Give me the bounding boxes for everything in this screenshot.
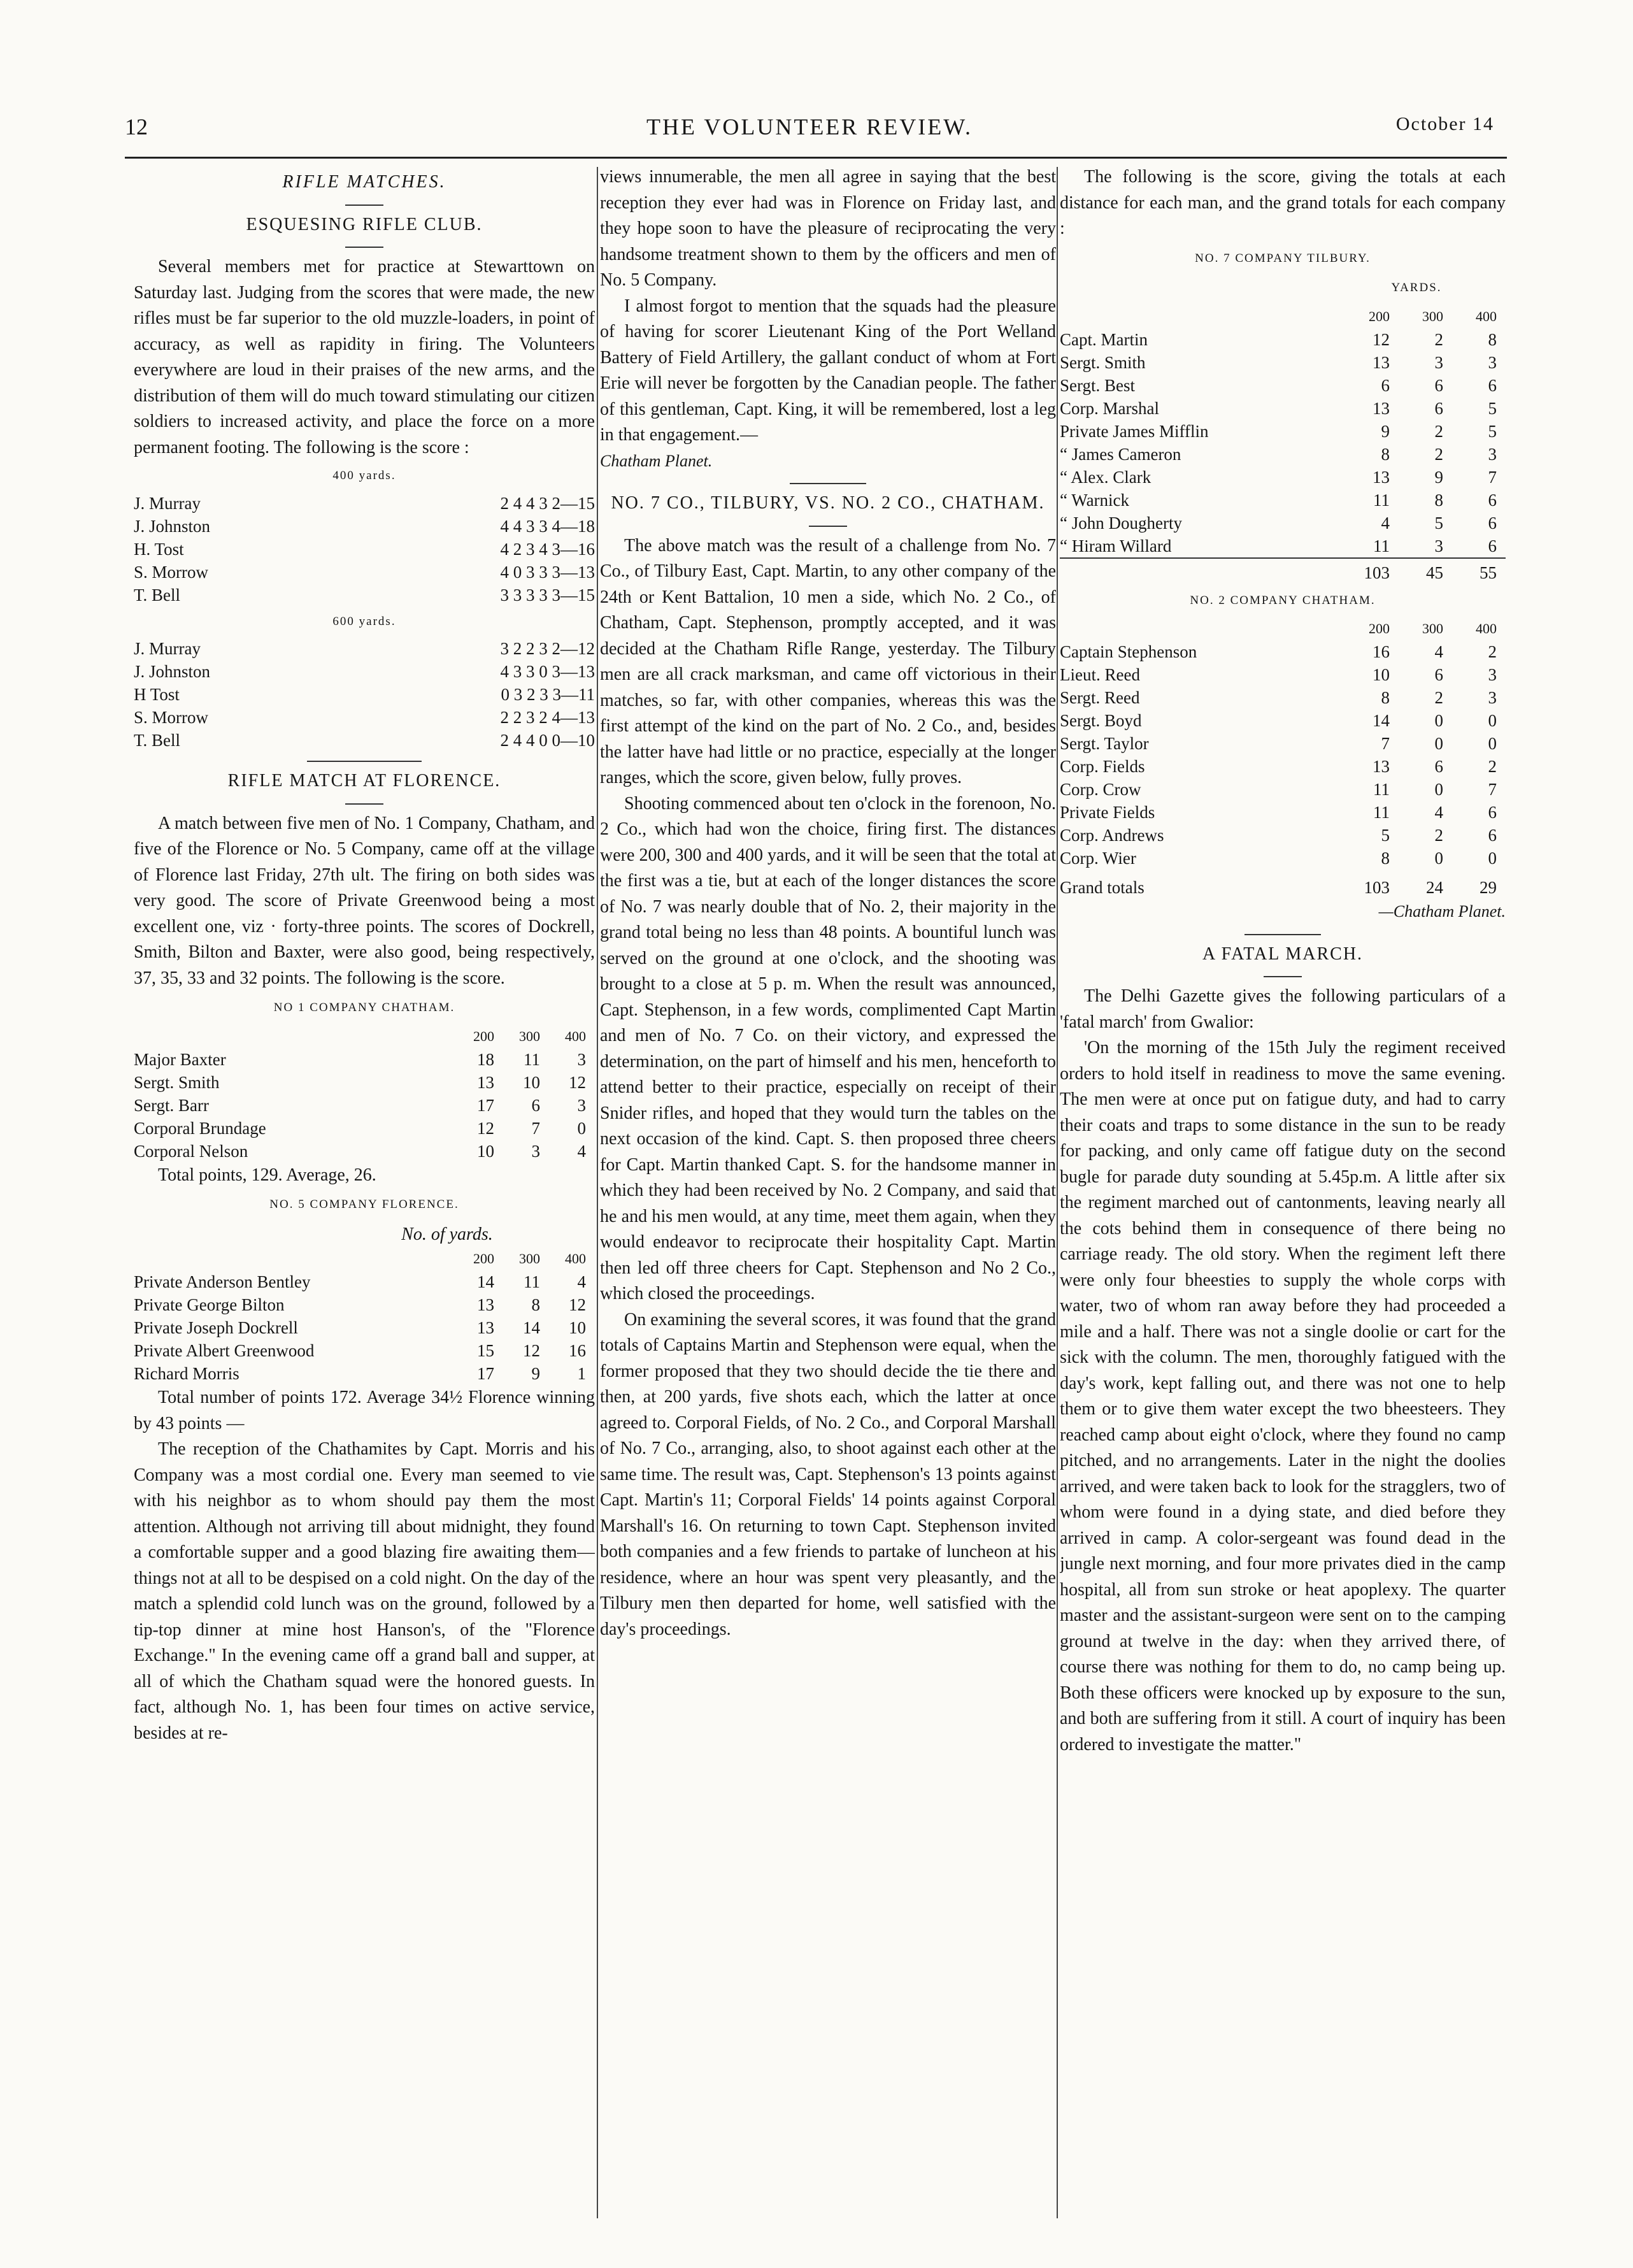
score-cell: 6 [1434,665,1443,684]
score-cell: 14 [523,1318,540,1337]
score-cell: 4 [577,1141,586,1161]
score-cell: 6 [1488,375,1497,395]
table-row [134,1316,595,1339]
shooter-name: Corp. Andrews [1060,826,1164,845]
shooter-name: Private Anderson Bentley [134,1272,311,1291]
score-cell: 2 [1488,757,1497,776]
separator [345,247,383,248]
shooter-name: Sergt. Smith [1060,352,1146,372]
score-cell: 9 [1434,467,1443,487]
tilbury-text-1: The above match was the result of a challenge from No. 7 Co., of Tilbury East, Capt. Martin, to any other company of the 24th or Kent Battalion, 10 men a side, which No. 2 Co., of Chatham, Capt. Stephenson, promptly accepted, and it was decided at the Chatham Rifle Range, yesterday. The Tilbury men are all crack marksman, and came off victorious in their matches, so far, with other companies, whereas this was the first attempt of the kind on the part of No. 2 Co., and, besides the latter have had little or no practice, especially at the longer ranges, which the score, given below, fully proves. [600,535,1056,787]
table-row [1060,640,1506,663]
column-divider-2 [1057,167,1058,2218]
table-row [134,1140,595,1163]
table-row [1060,466,1506,489]
score-cell: 5 [1381,826,1390,845]
florence-text-2: The reception of the Chathamites by Capt. Morris and his Company was a most cordial one. Every man seemed to vie with his neighbor as to whom should pay them the most attention. Although not arriving till about midnight, they found a comfortable supper and a good blazing fire awaiting them—things not at all to be despised on a cold night. On the day of the match a splendid cold lunch was on the ground, followed by a tip-top dinner at mine host Hanson's, of the "Florence Exchange." In the evening came off a grand ball and supper, at all of which the Chatham squad were the honored guests. In fact, although No. 1, has been four times on active service, besides at re- [134,1439,595,1743]
score-cell: 3 [1488,444,1497,464]
tilbury-text-2: Shooting commenced about ten o'clock in the forenoon, No. 2 Co., which had won the choice, firing first. The distances were 200, 300 and 400 yards, and it will be seen that the total at the first was a tie, but at each of the longer distances the score of No. 7 was nearly double that of No. 2, their majority in the grand total being no less than 48 points. A bountiful lunch was served on the ground at one o'clock, and the shooting was brought to a close at 5 p. m. When the result was announced, Capt. Stephenson, in a few words, complimented Capt Martin and men of No. 7 Co. on their victory, and expressed the determination, on the part of himself and his men, henceforth to attend better to their practice, especially on receipt of their Snider rifles, and hoped that they would turn the tables on the next occasion of the kind. Capt. S. then proposed three cheers for Capt. Martin thanked Capt. S. for the handsome manner in which they had been received by No. 2 Company, and said that he and his men would, at any time, meet them again, when they would endeavor to reciprocate their hospitality Capt. Martin then led off three cheers for Capt. Stephenson and No 2 Co., which closed the proceedings. [600,793,1056,1303]
score-cell: 10 [1373,665,1390,684]
separator [345,205,383,206]
score-cell: 1 [577,1364,586,1383]
table-row [134,1293,595,1316]
table-row [134,1339,595,1362]
score-cell: 17 [477,1095,494,1115]
fatal-march-intro: The Delhi Gazette gives the following particulars of a 'fatal march' from Gwalior: [1060,986,1506,1032]
shooter-name: Corp. Fields [1060,757,1145,776]
scores-600-table [134,637,595,752]
score-cell: 6 [1488,513,1497,533]
table-row [1060,328,1506,351]
score-cell: 0 [1434,734,1443,753]
table-header-row: 200 300 400 [1369,621,1497,636]
score-cell: 3 [1488,688,1497,707]
co5-unit: No. of yards. [401,1224,493,1244]
score-cell: 2 [1434,444,1443,464]
score-cell: 6 [1434,398,1443,418]
table-row [1060,663,1506,686]
table-row [1060,374,1506,397]
shooter-name: J. Murray [134,639,201,658]
table-row [134,538,595,561]
shooter-name: Private George Bilton [134,1295,285,1314]
shooter-score: 3 2 2 3 2—12 [500,639,595,658]
shooter-name: Sergt. Smith [134,1072,220,1092]
shooter-name: Richard Morris [134,1364,239,1383]
score-cell: 4 [1434,803,1443,822]
score-cell: 6 [1381,375,1390,395]
table-row [1060,732,1506,755]
shooter-name: Corporal Brundage [134,1118,266,1138]
shooter-name: Lieut. Reed [1060,665,1140,684]
score-cell: 6 [1434,375,1443,395]
florence-text: A match between five men of No. 1 Company, Chatham, and five of the Florence or No. 5 Company, came off at the village of Florence last Friday, 27th ult. The firing on both sides was very good. The score of Private Greenwood being a most excellent one, viz · forty-three points. The scores of Dockrell, Smith, Bilton and Baxter, were also good, being respectively, 37, 35, 33 and 32 points. The following is the score. [134,813,595,988]
shooter-score: 4 4 3 3 4—18 [500,516,595,536]
yards-600-label: 600 yards. [332,614,396,628]
header-rule [125,157,1507,159]
score-cell: 13 [477,1072,494,1092]
score-cell: 11 [1373,803,1390,822]
grand-totals-row: Grand totals 103 24 29 [1060,878,1497,897]
column-2 [600,164,1056,2216]
column-3 [1060,164,1506,2216]
table-row [134,1270,595,1293]
table-row [1060,443,1506,466]
score-cell: 2 [1488,642,1497,661]
score-cell: 12 [569,1072,586,1092]
score-cell: 3 [577,1049,586,1069]
table-row [1060,824,1506,847]
fatal-march-text: 'On the morning of the 15th July the regiment received orders to hold itself in readiness to move the same evening. The men were at once put on fatigue duty, and had to carry their coats and traps to some distance in the sun to be ready for packing, and only came off fatigue duty on the second bugle for parade duty sounding at 5.45p.m. A little after six the regiment marched out of cantonments, leaving nearly all the cots behind them in consequence of there being no carriage ready. The old story. When the regiment left there were only four bheesties to supply the whole corps with water, two of whom ran away before they had proceeded a mile and a half. There was not a single doolie or cart for the sick with the column. The men, thoroughly fatigued with the day's work, kept falling out, and there was not one to help them or to give them water except the two bheesteers. They reached camp about eight o'clock, where they found no camp pitched, and no arrangements. Later in the night the doolies arrived, and were taken back to look for the stragglers, two of whom were found in a dying state, and died before they arrived in camp. A color-sergeant was found dead in the jungle next morning, and four more privates died in the camp hospital, all from sun stroke or heat apoplexy. The quarter master and the assistant-surgeon were sent on to the camping ground at twelve in the day: when they arrived there, of course there was nothing for them to do, no camp being up. Both these officers were knocked up by exposure to the sun, and both are suffering from it still. A court of inquiry has been ordered to investigate the matter." [1060,1038,1506,1755]
source-signature: Chatham Planet. [600,451,713,470]
shooter-score: 2 2 3 2 4—13 [500,708,595,727]
section-title: RIFLE MATCHES. [282,172,446,192]
shooter-name: Capt. Martin [1060,329,1148,349]
shooter-name: “ Hiram Willard [1060,536,1172,556]
table-row [1060,755,1506,778]
article-title-tilbury: NO. 7 CO., TILBURY, VS. NO. 2 CO., CHATHAM. [611,493,1045,513]
score-cell: 4 [577,1272,586,1291]
table-row [134,706,595,729]
shooter-name: Corp. Crow [1060,780,1141,799]
shooter-name: Sergt. Best [1060,375,1136,395]
shooter-name: Sergt. Reed [1060,688,1140,707]
yards-400-label: 400 yards. [332,469,396,482]
score-cell: 9 [531,1364,540,1383]
score-cell: 6 [1434,757,1443,776]
table-row [134,637,595,660]
table-row [1060,397,1506,420]
table-row [1060,489,1506,512]
shooter-score: 0 3 2 3 3—11 [501,685,595,704]
table-row [1060,709,1506,732]
score-cell: 0 [577,1118,586,1138]
shooter-score: 3 3 3 3 3—15 [500,585,595,605]
yards-label: YARDS. [1391,281,1442,294]
shooter-name: “ Warnick [1060,490,1130,510]
score-cell: 12 [523,1341,540,1360]
article-title-florence: RIFLE MATCH AT FLORENCE. [227,771,501,791]
score-cell: 6 [1488,826,1497,845]
co2-table [1060,617,1506,899]
score-cell: 12 [569,1295,586,1314]
score-cell: 4 [1434,642,1443,661]
score-cell: 11 [1373,490,1390,510]
co5-title: NO. 5 COMPANY FLORENCE. [269,1198,459,1211]
score-cell: 15 [477,1341,494,1360]
score-cell: 8 [531,1295,540,1314]
shooter-name: J. Johnston [134,662,211,681]
co7-table [1060,305,1506,584]
co5-total: Total number of points 172. Average 34½ Florence winning by 43 points — [134,1388,595,1433]
score-cell: 10 [523,1072,540,1092]
separator [1244,934,1321,935]
shooter-name: H Tost [134,685,180,704]
score-cell: 14 [477,1272,494,1291]
score-cell: 3 [1488,665,1497,684]
score-cell: 5 [1488,421,1497,441]
shooter-name: Corporal Nelson [134,1141,248,1161]
score-cell: 8 [1488,329,1497,349]
table-row [1060,420,1506,443]
table-row [134,561,595,584]
article-title-fatal-march: A FATAL MARCH. [1202,944,1364,964]
table-row [134,729,595,752]
score-cell: 16 [569,1341,586,1360]
score-cell: 2 [1434,688,1443,707]
shooter-score: 4 2 3 4 3—16 [500,539,595,559]
shooter-name: S. Morrow [134,562,209,582]
shooter-name: “ James Cameron [1060,444,1181,464]
issue-date: October 14 [1395,113,1494,134]
score-cell: 8 [1381,849,1390,868]
table-header-row: 200 300 400 [473,1028,586,1044]
shooter-name: Corp. Marshal [1060,398,1159,418]
column-1 [134,164,595,2216]
separator [790,483,866,484]
score-cell: 0 [1488,711,1497,730]
table-row [1060,778,1506,801]
score-cell: 12 [477,1118,494,1138]
score-cell: 6 [531,1095,540,1115]
table-row [134,584,595,606]
page-header [125,113,1494,158]
score-cell: 5 [1434,513,1443,533]
scores-400-table [134,492,595,606]
table-row [134,492,595,515]
score-cell: 8 [1434,490,1443,510]
shooter-score: 4 0 3 3 3—13 [500,562,595,582]
tilbury-text-3: On examining the several scores, it was found that the grand totals of Captains Martin and Stephenson were equal, when the former proposed that they two should decide the tie there and then, at 200 yards, five shots each, which the latter at once agreed to. Corporal Fields, of No. 2 Co., and Corporal Marshall of No. 7 Co., arranging, also, to shoot against each other at the same time. The result was, Capt. Stephenson's 13 points against Capt. Martin's 11; Corporal Fields' 14 points against Corporal Marshall's 16. On returning to town Capt. Stephenson invited both companies and a few friends to partake of luncheon at his residence, where an hour was spent very pleasantly, and the Tilbury men then departed for home, well satisfied with the day's proceedings. [600,1309,1056,1639]
score-cell: 16 [1373,642,1390,661]
score-cell: 9 [1381,421,1390,441]
table-row [134,515,595,538]
shooter-name: T. Bell [134,731,180,750]
score-cell: 3 [1434,536,1443,556]
table-row [1060,847,1506,870]
shooter-name: J. Murray [134,493,201,513]
table-row [134,683,595,706]
florence-continued: views innumerable, the men all agree in saying that the best reception they ever had was in Florence on Friday last, and they hope soon to have the pleasure of reciprocating the very handsome treatment shown to them by the officers and men of No. 5 Company. [600,167,1056,290]
shooter-name: T. Bell [134,585,180,605]
shooter-name: S. Morrow [134,708,209,727]
score-cell: 12 [1373,329,1390,349]
table-row [1060,535,1506,558]
table-header-row: 200 300 400 [1369,308,1497,324]
article-title-esquesing: ESQUESING RIFLE CLUB. [246,214,483,234]
florence-postscript: I almost forgot to mention that the squads had the pleasure of having for scorer Lieutenant King of the Port Welland Battery of Field Artillery, the gallant conduct of whom at Fort Erie will never be forgotten by the Canadian people. The father of this gentleman, Capt. King, it will be remembered, lost a leg in that engagement.— [600,296,1056,445]
score-cell: 2 [1434,826,1443,845]
table-row [1060,801,1506,824]
shooter-name: “ John Dougherty [1060,513,1182,533]
score-cell: 13 [1373,398,1390,418]
score-cell: 3 [577,1095,586,1115]
co7-title: NO. 7 COMPANY TILBURY. [1195,251,1371,265]
score-cell: 18 [477,1049,494,1069]
shooter-name: Sergt. Boyd [1060,711,1142,730]
score-cell: 11 [1373,780,1390,799]
table-row [134,1094,595,1117]
score-cell: 8 [1381,688,1390,707]
score-cell: 6 [1488,803,1497,822]
table-row [1060,351,1506,374]
score-cell: 11 [524,1272,540,1291]
score-cell: 17 [477,1364,494,1383]
table-row [134,1117,595,1140]
shooter-name: Corp. Wier [1060,849,1136,868]
shooter-name: Captain Stephenson [1060,642,1197,661]
shooter-score: 2 4 4 0 0—10 [500,731,595,750]
table-row [1060,686,1506,709]
shooter-name: Sergt. Barr [134,1095,209,1115]
separator [809,526,847,527]
score-cell: 7 [1488,780,1497,799]
separator [307,761,422,762]
shooter-name: Major Baxter [134,1049,226,1069]
score-cell: 2 [1434,421,1443,441]
shooter-name: J. Johnston [134,516,211,536]
score-cell: 7 [531,1118,540,1138]
page-number: 12 [125,114,148,140]
score-cell: 3 [531,1141,540,1161]
co1-total: Total points, 129. Average, 26. [158,1165,376,1185]
shooter-name: H. Tost [134,539,184,559]
score-cell: 11 [1373,536,1390,556]
shooter-name: “ Alex. Clark [1060,467,1152,487]
score-cell: 7 [1381,734,1390,753]
score-cell: 13 [477,1318,494,1337]
co1-table [134,1025,595,1163]
shooter-score: 4 3 3 0 3—13 [500,662,595,681]
co2-title: NO. 2 COMPANY CHATHAM. [1190,593,1376,607]
table-header-row: 200 300 400 [473,1251,586,1267]
shooter-name: Private Fields [1060,803,1155,822]
score-cell: 0 [1434,849,1443,868]
table-row [134,1362,595,1385]
score-cell: 10 [569,1318,586,1337]
score-cell: 13 [1373,467,1390,487]
score-cell: 8 [1381,444,1390,464]
table-row [134,1071,595,1094]
co5-table [134,1247,595,1385]
score-cell: 0 [1434,780,1443,799]
score-cell: 6 [1488,490,1497,510]
score-cell: 3 [1488,352,1497,372]
table-row [134,1048,595,1071]
co1-title: NO 1 COMPANY CHATHAM. [273,1001,455,1014]
score-cell: 3 [1434,352,1443,372]
score-cell: 0 [1434,711,1443,730]
separator [345,803,383,805]
shooter-name: Private Joseph Dockrell [134,1318,298,1337]
score-cell: 7 [1488,467,1497,487]
shooter-name: Private James Mifflin [1060,421,1209,441]
source-signature: —Chatham Planet. [1378,902,1506,921]
score-intro: The following is the score, giving the totals at each distance for each man, and the grand totals for each company : [1060,167,1506,238]
score-cell: 10 [477,1141,494,1161]
shooter-score: 2 4 4 3 2—15 [500,493,595,513]
score-cell: 5 [1488,398,1497,418]
score-cell: 0 [1488,734,1497,753]
esquesing-text: Several members met for practice at Stewarttown on Saturday last. Judging from the scores that were made, the new rifles must be far superior to the old muzzle-loaders, in point of accuracy, as well as rapidity in firing. The Volunteers everywhere are loud in their praises of the new arms, and the distribution of them will do much toward stimulating our citizen soldiers to increased activity, and place the force on a more permanent footing. The following is the score : [134,257,595,457]
score-cell: 13 [1373,757,1390,776]
masthead-title: THE VOLUNTEER REVIEW. [646,114,973,140]
column-divider-1 [597,167,598,2218]
shooter-name: Sergt. Taylor [1060,734,1149,753]
score-cell: 2 [1434,329,1443,349]
score-cell: 6 [1488,536,1497,556]
co7-totals-row: 103 45 55 [1060,558,1506,584]
score-cell: 0 [1488,849,1497,868]
separator [1264,976,1302,977]
table-row [134,660,595,683]
score-cell: 13 [477,1295,494,1314]
table-row [1060,512,1506,535]
score-cell: 11 [524,1049,540,1069]
score-cell: 4 [1381,513,1390,533]
shooter-name: Private Albert Greenwood [134,1341,315,1360]
score-cell: 13 [1373,352,1390,372]
score-cell: 14 [1373,711,1390,730]
